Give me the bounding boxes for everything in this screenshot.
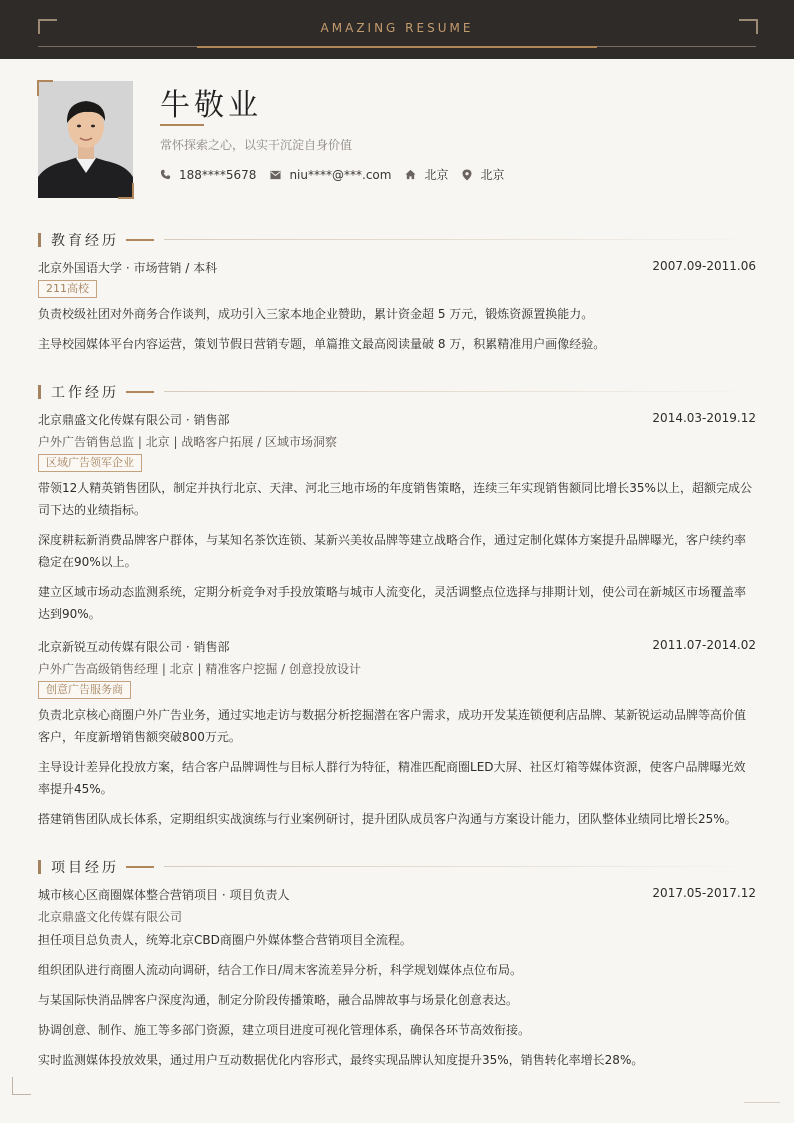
home-text: 北京 xyxy=(424,168,449,182)
photo-corner-ornament xyxy=(118,183,134,199)
project-period: 2017.05-2017.12 xyxy=(652,886,756,900)
work-period: 2011.07-2014.02 xyxy=(652,638,756,652)
photo-corner-ornament xyxy=(37,80,53,96)
location-text: 北京 xyxy=(480,168,505,182)
project-org: 北京鼎盛文化传媒有限公司 xyxy=(38,910,183,924)
project-item: 协调创意、制作、施工等多部门资源，建立项目进度可视化管理体系，确保各环节高效衔接。 xyxy=(38,1023,531,1037)
section-title: 项目经历 xyxy=(51,860,119,876)
work-entry-header xyxy=(38,638,756,655)
education-entry xyxy=(38,259,756,276)
education-item: 主导校园媒体平台内容运营，策划节假日营销专题，单篇推文最高阅读量破 8 万，积累精准用户画像经验。 xyxy=(38,337,606,351)
footer-rule xyxy=(744,1102,780,1103)
contact-phone xyxy=(160,168,256,182)
name-underline xyxy=(160,124,204,126)
education-period: 2007.09-2011.06 xyxy=(652,259,756,273)
location-pin-icon xyxy=(462,169,472,181)
contact-email xyxy=(270,168,391,182)
phone-icon xyxy=(160,169,171,180)
company-tag: 创意广告服务商 xyxy=(38,681,131,699)
email-text: niu****@***.com xyxy=(289,167,392,182)
work-item: 搭建销售团队成长体系，定期组织实战演练与行业案例研讨，提升团队成员客户沟通与方案设计能力，团队整体业绩同比增长25%。 xyxy=(38,812,737,826)
contact-home xyxy=(405,166,448,183)
section-marker xyxy=(38,233,41,247)
section-rule xyxy=(164,866,756,867)
mail-icon xyxy=(270,170,281,180)
section-project xyxy=(38,857,756,875)
contact-list xyxy=(160,166,518,183)
section-work xyxy=(38,382,756,400)
section-accent xyxy=(126,391,154,393)
work-item: 深度耕耘新消费品牌客户群体，与某知名茶饮连锁、某新兴美妆品牌等建立战略合作，通过定制化媒体方案提升品牌曝光，客户续约率稳定在90%以上。 xyxy=(38,533,747,569)
section-marker xyxy=(38,385,41,399)
work-item: 带领12人精英销售团队，制定并执行北京、天津、河北三地市场的年度销售策略，连续三年实现销售额同比增长35%以上，超额完成公司下达的业绩指标。 xyxy=(38,481,752,517)
project-title: 城市核心区商圈媒体整合营销项目 · 项目负责人 xyxy=(38,888,290,902)
work-item: 负责北京核心商圈户外广告业务，通过实地走访与数据分析挖掘潜在客户需求，成功开发某连锁便利店品牌、某新锐运动品牌等高价值客户，年度新增销售额突破800万元。 xyxy=(38,708,747,744)
project-item: 组织团队进行商圈人流动向调研，结合工作日/周末客流差异分析，科学规划媒体点位布局。 xyxy=(38,963,523,977)
section-accent xyxy=(126,239,154,241)
company-title: 北京新锐互动传媒有限公司 · 销售部 xyxy=(38,640,230,654)
home-icon xyxy=(405,169,416,180)
portrait-photo xyxy=(38,81,133,198)
brand-title: AMAZING RESUME xyxy=(320,21,474,35)
project-item: 与某国际快消品牌客户深度沟通，制定分阶段传播策略，融合品牌故事与场景化创意表达。 xyxy=(38,993,519,1007)
school-tag: 211高校 xyxy=(38,280,97,298)
section-title: 工作经历 xyxy=(51,385,119,401)
work-period: 2014.03-2019.12 xyxy=(652,411,756,425)
project-item: 担任项目总负责人，统筹北京CBD商圈户外媒体整合营销项目全流程。 xyxy=(38,933,412,947)
section-title: 教育经历 xyxy=(51,233,119,249)
project-item: 实时监测媒体投放效果，通过用户互动数据优化内容形式，最终实现品牌认知度提升35%，销售转化率增长28%。 xyxy=(38,1053,644,1067)
company-title: 北京鼎盛文化传媒有限公司 · 销售部 xyxy=(38,413,230,427)
motto: 常怀探索之心，以实干沉淀自身价值 xyxy=(160,138,353,152)
phone-text: 188****5678 xyxy=(179,167,257,182)
company-tag: 区域广告领军企业 xyxy=(38,454,142,472)
school-title: 北京外国语大学 · 市场营销 / 本科 xyxy=(38,261,218,275)
project-entry-header xyxy=(38,886,756,903)
education-item: 负责校级社团对外商务合作谈判，成功引入三家本地企业赞助，累计资金超 5 万元，锻炼资源置换能力。 xyxy=(38,307,594,321)
avatar xyxy=(38,81,133,198)
section-rule xyxy=(164,239,756,240)
section-accent xyxy=(126,866,154,868)
corner-ornament xyxy=(12,1077,31,1095)
work-entry-header xyxy=(38,411,756,428)
section-marker xyxy=(38,860,41,874)
header-rule-accent xyxy=(197,46,597,48)
work-role: 户外广告高级销售经理 | 北京 | 精准客户挖掘 / 创意投放设计 xyxy=(38,662,362,676)
work-item: 建立区域市场动态监测系统，定期分析竞争对手投放策略与城市人流变化，灵活调整点位选择与排期计划，使公司在新城区市场覆盖率达到90%。 xyxy=(38,585,747,621)
candidate-name: 牛敬业 xyxy=(160,88,262,123)
section-rule xyxy=(164,391,756,392)
section-education xyxy=(38,230,756,248)
contact-location xyxy=(462,166,504,183)
work-item: 主导设计差异化投放方案，结合客户品牌调性与目标人群行为特征，精准匹配商圈LED大屏、社区灯箱等媒体资源，使客户品牌曝光效率提升45%。 xyxy=(38,760,746,796)
work-role: 户外广告销售总监 | 北京 | 战略客户拓展 / 区域市场洞察 xyxy=(38,435,338,449)
